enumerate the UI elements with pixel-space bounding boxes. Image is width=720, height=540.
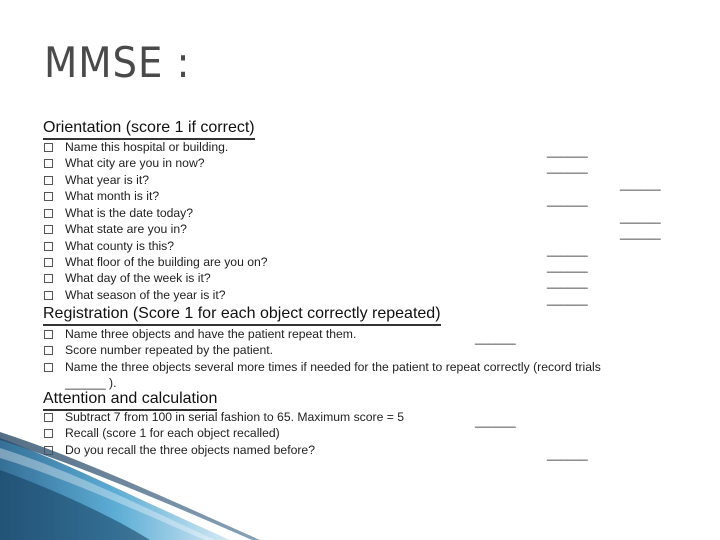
score-blank[interactable]: ______ <box>547 447 588 461</box>
score-blank[interactable]: ______ <box>547 144 588 158</box>
score-blank[interactable]: ______ <box>547 160 588 174</box>
checkbox-icon[interactable] <box>44 346 53 355</box>
score-blank[interactable]: ______ <box>620 177 661 191</box>
decorative-wave <box>0 430 720 540</box>
checkbox-icon[interactable] <box>44 209 53 218</box>
score-blank[interactable]: ______ <box>475 331 516 345</box>
score-blank[interactable]: ______ <box>547 292 588 306</box>
score-blank[interactable]: ______ <box>620 226 661 240</box>
score-blank[interactable]: ______ <box>547 243 588 257</box>
score-blank[interactable]: ______ <box>547 193 588 207</box>
section-heading-attention: Attention and calculation <box>43 390 217 411</box>
checkbox-icon[interactable] <box>44 413 53 422</box>
checkbox-icon[interactable] <box>44 225 53 234</box>
checkbox-icon[interactable] <box>44 176 53 185</box>
score-blank[interactable]: ______ <box>475 414 516 428</box>
checkbox-icon[interactable] <box>44 143 53 152</box>
checkbox-icon[interactable] <box>44 291 53 300</box>
checkbox-icon[interactable] <box>44 192 53 201</box>
score-blank[interactable]: ______ <box>547 275 588 289</box>
section-heading-registration: Registration (Score 1 for each object correctly repeated) <box>43 305 441 326</box>
section-heading-orientation: Orientation (score 1 if correct) <box>43 119 255 140</box>
checkbox-icon[interactable] <box>44 330 53 339</box>
page-title: MMSE : <box>44 38 191 87</box>
checkbox-icon[interactable] <box>44 159 53 168</box>
score-blank[interactable]: ______ <box>620 210 661 224</box>
checkbox-icon[interactable] <box>44 274 53 283</box>
checkbox-icon[interactable] <box>44 258 53 267</box>
checkbox-icon[interactable] <box>44 363 53 372</box>
score-blank[interactable]: ______ <box>547 259 588 273</box>
checkbox-icon[interactable] <box>44 242 53 251</box>
